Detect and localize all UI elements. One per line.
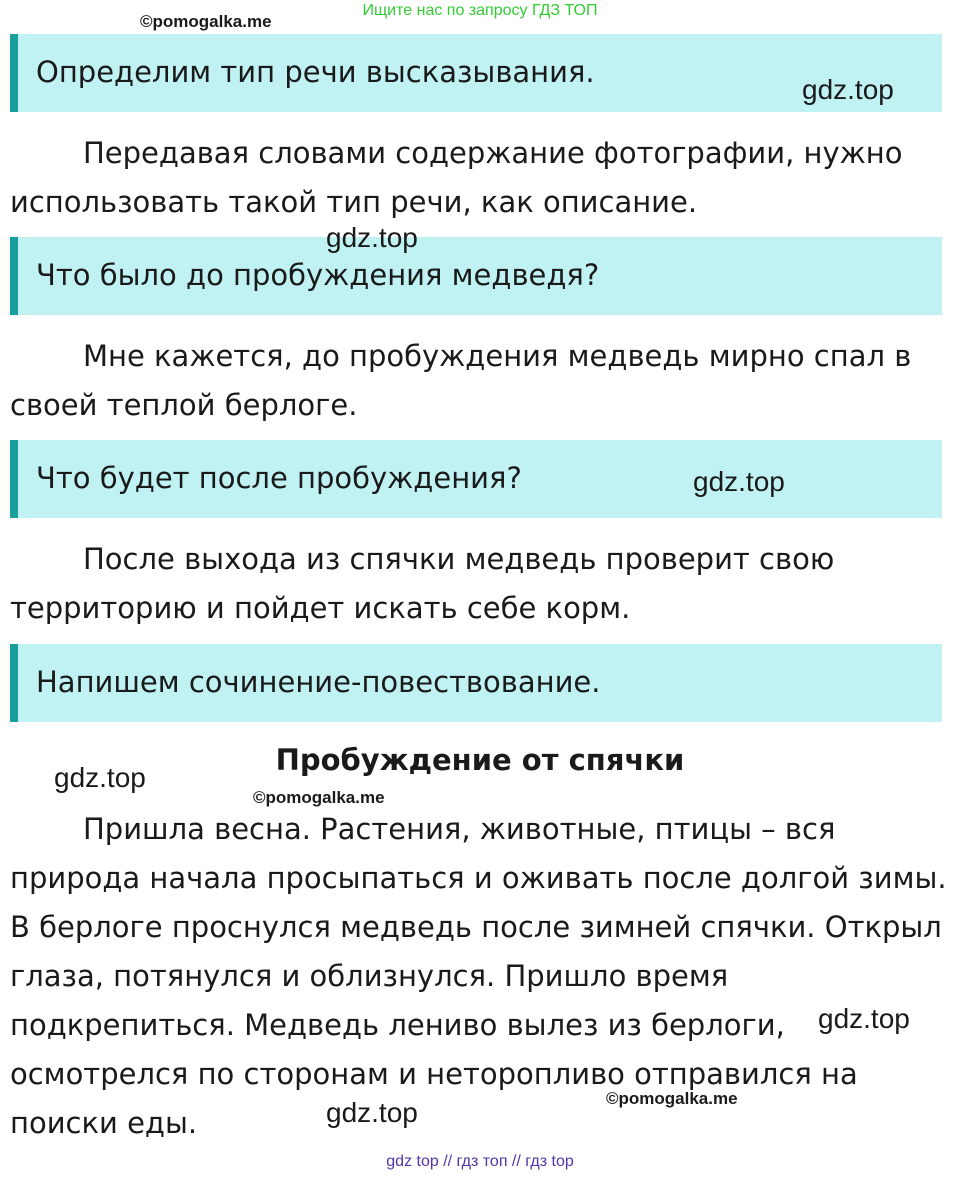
gdz-watermark: gdz.top xyxy=(54,762,146,793)
answer-paragraph-3: После выхода из спячки медведь проверит свою территорию и пойдет искать себе корм. xyxy=(10,542,835,625)
top-banner: Ищите нас по запросу ГДЗ ТОП xyxy=(362,2,598,19)
footer: gdz top // гдз топ // гдз top xyxy=(386,1153,574,1170)
question-text-1: Определим тип речи высказывания. xyxy=(36,55,595,89)
gdz-watermark: gdz.top xyxy=(326,222,418,253)
question-block-2 xyxy=(10,237,942,315)
pomogalka-watermark: ©pomogalka.me xyxy=(606,1089,738,1108)
pomogalka-watermark: ©pomogalka.me xyxy=(253,788,385,807)
question-text-4: Напишем сочинение-повествование. xyxy=(36,665,601,699)
question-block-3 xyxy=(10,440,942,518)
answer-paragraph-2: Мне кажется, до пробуждения медведь мирно спал в своей теплой берлоге. xyxy=(10,339,912,422)
essay-text: Пришла весна. Растения, животные, птицы – вся природа начала просыпаться и оживать после долгой зимы. В берлоге проснулся медведь после зимней спячки. Открыл глаза, потянулся и облизнулся. Пришло время подкрепиться. Медведь лениво вылез из берлоги, осмотрелся по сторонам и неторопливо отправился на поиски еды. xyxy=(10,812,947,1140)
question-block-4 xyxy=(10,644,942,722)
gdz-watermark: gdz.top xyxy=(818,1003,910,1034)
question-text-2: Что было до пробуждения медведя? xyxy=(36,258,600,292)
question-text-3: Что будет после пробуждения? xyxy=(36,461,522,495)
answer-paragraph-1: Передавая словами содержание фотографии, нужно использовать такой тип речи, как описание. xyxy=(10,136,903,219)
gdz-watermark: gdz.top xyxy=(802,74,894,105)
gdz-watermark: gdz.top xyxy=(326,1097,418,1128)
essay-title: Пробуждение от спячки xyxy=(275,743,685,777)
pomogalka-watermark: ©pomogalka.me xyxy=(140,12,272,31)
gdz-watermark: gdz.top xyxy=(693,466,785,497)
